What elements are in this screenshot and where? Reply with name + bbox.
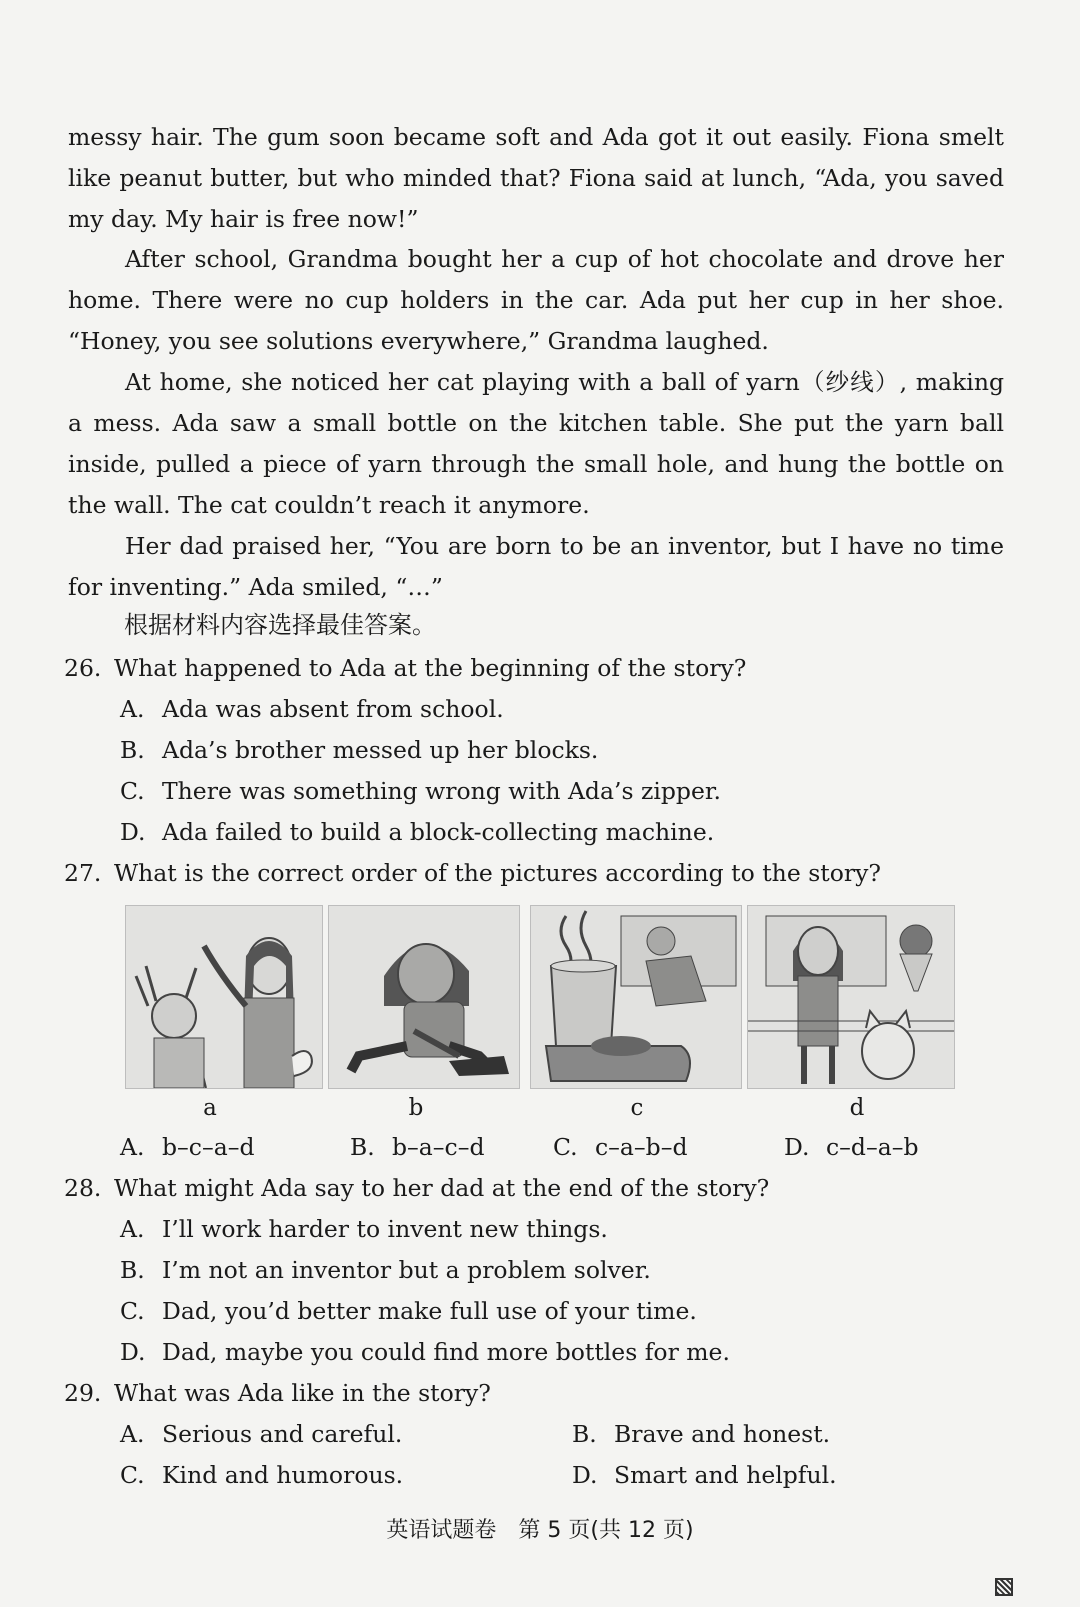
- option-letter: A.: [120, 1420, 145, 1448]
- option-text: I’m not an inventor but a problem solver.: [162, 1256, 651, 1284]
- option-28-b[interactable]: [120, 1250, 651, 1291]
- option-letter: B.: [350, 1133, 375, 1161]
- option-text: Kind and humorous.: [162, 1461, 404, 1489]
- question-text: What was Ada like in the story?: [114, 1379, 491, 1407]
- option-26-c[interactable]: [120, 771, 721, 812]
- picture-label-c: c: [630, 1095, 644, 1121]
- option-letter: B.: [120, 1256, 145, 1284]
- option-letter: B.: [120, 736, 145, 764]
- option-26-d[interactable]: [120, 812, 714, 853]
- picture-label-b: b: [408, 1095, 424, 1121]
- option-letter: C.: [120, 1297, 145, 1325]
- question-number: 27.: [64, 859, 102, 887]
- option-28-a[interactable]: [120, 1209, 608, 1250]
- option-text: There was something wrong with Ada’s zipper.: [162, 777, 721, 805]
- option-29-a[interactable]: [120, 1414, 402, 1455]
- instruction-text: 根据材料内容选择最佳答案。: [124, 611, 436, 639]
- question-27: [64, 853, 881, 894]
- picture-c-illustration: [531, 906, 741, 1088]
- option-letter: B.: [572, 1420, 597, 1448]
- question-text: What happened to Ada at the beginning of the story?: [114, 654, 747, 682]
- question-29: [64, 1373, 491, 1414]
- picture-label-d: d: [849, 1095, 865, 1121]
- option-text: Serious and careful.: [162, 1420, 403, 1448]
- question-number: 26.: [64, 654, 102, 682]
- option-letter: C.: [120, 777, 145, 805]
- option-26-a[interactable]: [120, 689, 504, 730]
- picture-a: [125, 905, 323, 1089]
- option-26-b[interactable]: [120, 730, 598, 771]
- picture-d: [747, 905, 955, 1089]
- passage-paragraph-1: messy hair. The gum soon became soft and Ada got it out easily. Fiona smelt like peanut butter, but who minded that? Fiona said at lunch, “Ada, you saved my day. My hair is free now!”: [68, 123, 1004, 233]
- option-29-d[interactable]: [572, 1455, 837, 1496]
- question-number: 29.: [64, 1379, 102, 1407]
- story-pictures: [0, 905, 1080, 1095]
- option-28-d[interactable]: [120, 1332, 730, 1373]
- question-text: What is the correct order of the pictures according to the story?: [114, 859, 881, 887]
- option-29-b[interactable]: [572, 1414, 830, 1455]
- picture-label-a: a: [203, 1095, 217, 1121]
- option-letter: A.: [120, 1215, 145, 1243]
- option-text: Ada failed to build a block-collecting machine.: [162, 818, 715, 846]
- option-text: Ada’s brother messed up her blocks.: [162, 736, 599, 764]
- option-29-c[interactable]: [120, 1455, 403, 1496]
- option-letter: A.: [120, 1133, 145, 1161]
- picture-d-illustration: [748, 906, 954, 1088]
- option-text: Brave and honest.: [614, 1420, 831, 1448]
- question-number: 28.: [64, 1174, 102, 1202]
- option-text: Ada was absent from school.: [162, 695, 504, 723]
- option-letter: D.: [120, 818, 146, 846]
- picture-c: [530, 905, 742, 1089]
- option-27-b[interactable]: [350, 1127, 485, 1168]
- option-letter: C.: [553, 1133, 578, 1161]
- question-text: What might Ada say to her dad at the end of the story?: [114, 1174, 770, 1202]
- picture-b: [328, 905, 520, 1089]
- option-text: b–c–a–d: [162, 1133, 255, 1161]
- option-27-c[interactable]: [553, 1127, 688, 1168]
- qr-code-icon: [995, 1578, 1013, 1596]
- option-letter: A.: [120, 695, 145, 723]
- option-letter: C.: [120, 1461, 145, 1489]
- option-text: c–a–b–d: [595, 1133, 688, 1161]
- option-text: Dad, you’d better make full use of your time.: [162, 1297, 697, 1325]
- option-letter: D.: [120, 1338, 146, 1366]
- page-footer: 英语试题卷 第 5 页(共 12 页): [386, 1518, 694, 1543]
- passage-paragraph-4: Her dad praised her, “You are born to be an inventor, but I have no time for inventing.” Ada smiled, “…”: [68, 532, 1004, 601]
- picture-b-illustration: [329, 906, 519, 1088]
- option-28-c[interactable]: [120, 1291, 697, 1332]
- option-letter: D.: [572, 1461, 598, 1489]
- passage-paragraph-3: At home, she noticed her cat playing with a ball of yarn（纱线）, making a mess. Ada saw a small bottle on the kitchen table. She put the yarn ball inside, pulled a piece of yarn through the small hole, and hung the bottle on the wall. The cat couldn’t reach it anymore.: [68, 368, 1004, 519]
- option-text: I’ll work harder to invent new things.: [162, 1215, 608, 1243]
- passage-paragraph-2: After school, Grandma bought her a cup of hot chocolate and drove her home. There were no cup holders in the car. Ada put her cup in her shoe. “Honey, you see solutions everywhere,” Grandma laughed.: [68, 245, 1004, 355]
- option-27-a[interactable]: [120, 1127, 255, 1168]
- question-28: [64, 1168, 769, 1209]
- option-letter: D.: [784, 1133, 810, 1161]
- option-text: b–a–c–d: [392, 1133, 485, 1161]
- option-text: Dad, maybe you could find more bottles for me.: [162, 1338, 730, 1366]
- picture-a-illustration: [126, 906, 322, 1088]
- option-27-d[interactable]: [784, 1127, 919, 1168]
- option-text: c–d–a–b: [826, 1133, 919, 1161]
- question-26: [64, 648, 746, 689]
- option-text: Smart and helpful.: [614, 1461, 837, 1489]
